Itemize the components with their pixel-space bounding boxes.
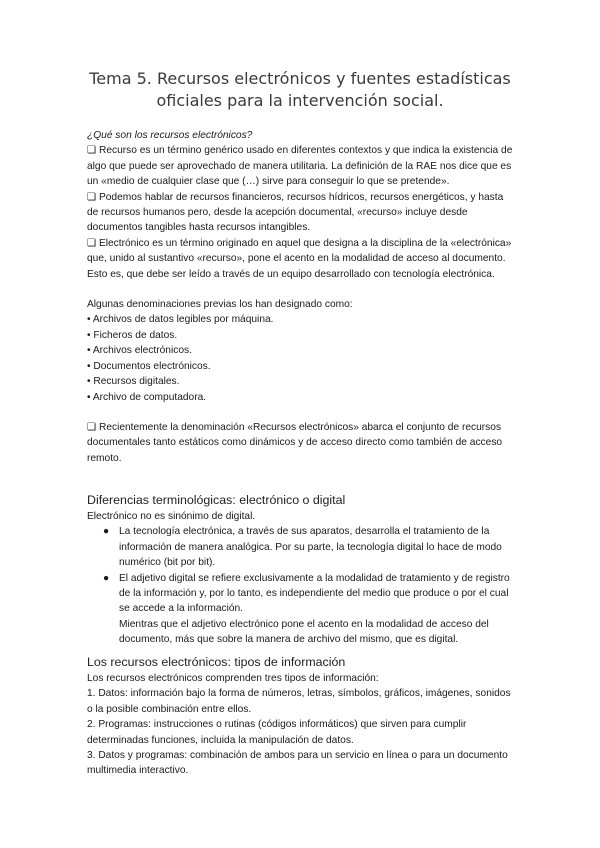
bullet-list [87,524,517,616]
list-item: • Archivo de computadora. [87,391,207,403]
list-item: 3. Datos y programas: combinación de ambos para un servicio en línea o para un documento multimedia interactivo. [87,750,508,777]
continuation-paragraph: Mientras que el adjetivo electrónico pone el acento en la modalidad de acceso del documento, más que sobre la manera de archivo del mismo, que es digital. [119,618,489,646]
list-item: • Archivos electrónicos. [87,345,192,357]
list-item [103,524,517,570]
document-title [60,68,540,112]
denominations-list [87,312,517,404]
paragraph: ❏ Podemos hablar de recursos financieros, recursos hídricos, recursos energéticos, y hasta de recursos humanos pero, desde la acepción documental, «recurso» incluye desde documentos tangibles hasta recursos intangibles. [87,191,504,234]
section-lead: Los recursos electrónicos comprenden tres tipos de información: [87,673,379,684]
paragraph: ❏ Recurso es un término genérico usado en diferentes contextos y que indica la existencia de algo que puede ser aprovechado de manera utilitaria. La definición de la RAE nos dice que es un «medio de cualquier clase que (…) sirve para conseguir lo que se pretende». [87,145,513,188]
list-item-text: La tecnología electrónica, a través de sus aparatos, desarrolla el tratamiento de la información de manera analógica. Por su parte, la tecnología digital lo hace de modo numérico (bit por bit). [119,526,502,569]
diferencias-section [87,492,517,648]
list-item-text: El adjetivo digital se refiere exclusivamente a la modalidad de tratamiento y de registro de la información y, por lo tanto, es independiente del medio que produce o por el cual se accede a la información. [119,572,510,615]
bullet-icon: ● [103,526,110,538]
list-item: • Documentos electrónicos. [87,360,211,372]
list-item: • Ficheros de datos. [87,329,178,341]
bullet-icon: ● [103,572,110,584]
list-item [103,571,517,617]
list-item: 2. Programas: instrucciones o rutinas (códigos informáticos) que sirven para cumplir determinadas funciones, incluida la manipulación de datos. [87,719,467,746]
intro-question: ¿Qué son los recursos electrónicos? [87,130,253,141]
title-line-2: oficiales para la intervención social. [156,91,444,110]
section-heading: Los recursos electrónicos: tipos de información [87,655,346,669]
list-item: • Recursos digitales. [87,376,180,388]
intro-section [87,128,517,466]
paragraph: ❏ Electrónico es un término originado en aquel que designa a la disciplina de la «electrónica» que, unido al sustantivo «recurso», pone el acento en la modalidad de acceso al documento. Esto es, que debe ser leído a través de un equipo desarrollado con tecnología electrónica. [87,237,512,280]
section-lead: Electrónico no es sinónimo de digital. [87,511,256,522]
section-heading: Diferencias terminológicas: electrónico o digital [87,493,346,507]
paragraph: ❏ Recientemente la denominación «Recursos electrónicos» abarca el conjunto de recursos documentales tanto estáticos como dinámicos y de acceso directo como también de acceso remoto. [87,421,503,464]
list-item: • Archivos de datos legibles por máquina. [87,314,274,326]
denominations-intro: Algunas denominaciones previas los han designado como: [87,299,353,311]
list-item: 1. Datos: información bajo la forma de números, letras, símbolos, gráficos, imágenes, sonidos o la posible combinación entre ellos. [87,688,511,715]
title-line-1: Tema 5. Recursos electrónicos y fuentes estadísticas [89,69,511,88]
tipos-section [87,654,517,779]
